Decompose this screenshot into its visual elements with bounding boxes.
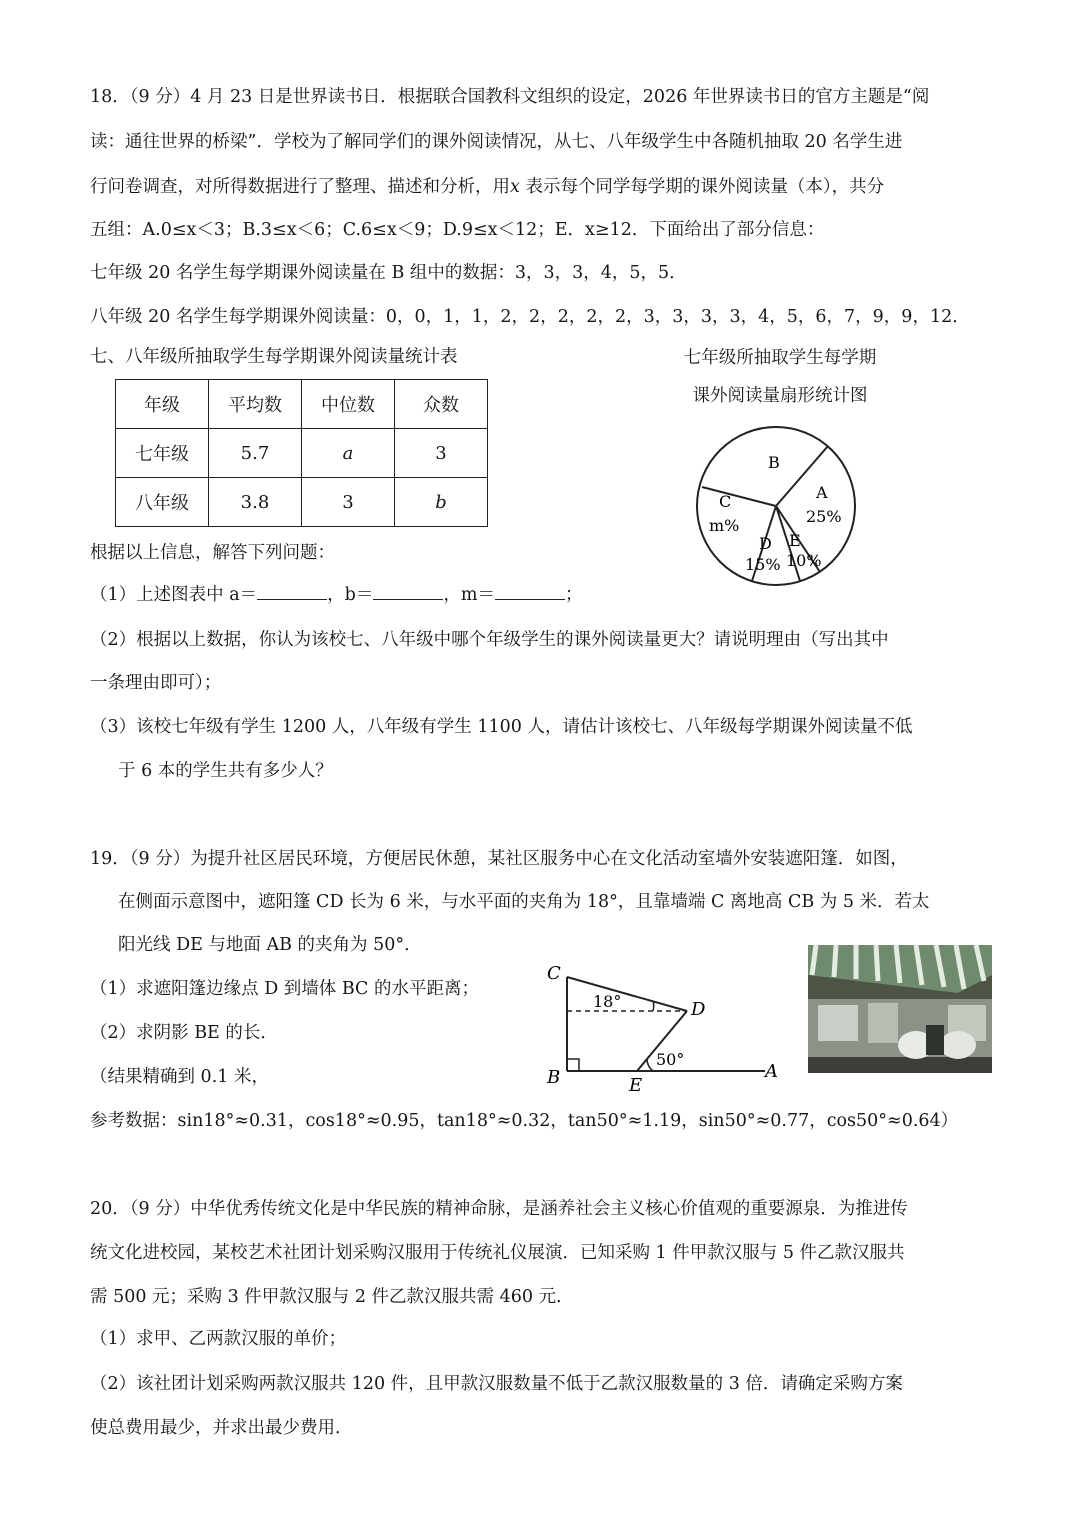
table-header-row: [116, 380, 488, 429]
q19-part-2: （2）求阴影 BE 的长．: [90, 1023, 278, 1043]
q20-line-3: 需 500 元；采购 3 件甲款汉服与 2 件乙款汉服共需 460 元．: [90, 1287, 574, 1307]
q19-line-2: 在侧面示意图中，遮阳篷 CD 长为 6 米，与水平面的夹角为 18°，且靠墙端 C 离地高 CB 为 5 米．若太: [118, 892, 930, 912]
q18-line-2: 读：通往世界的桥梁”．学校为了解同学们的课外阅读情况，从七、八年级学生中各随机抽取 20 名学生进: [90, 132, 903, 152]
awning-photo: [808, 945, 992, 1073]
table-cell: 3.8: [209, 478, 302, 527]
table-cell: 七年级: [116, 429, 209, 478]
statistics-table: [115, 379, 488, 527]
blank-b: [373, 581, 443, 600]
part1-a-label: （1）上述图表中 a＝: [90, 585, 258, 605]
q20-part-1: （1）求甲、乙两款汉服的单价；: [90, 1329, 347, 1349]
table-header: 中位数: [302, 380, 395, 429]
table-header: 众数: [395, 380, 488, 429]
table-title: 七、八年级所抽取学生每学期课外阅读量统计表: [90, 347, 458, 367]
blank-a: [257, 581, 327, 600]
q19-line-3: 阳光线 DE 与地面 AB 的夹角为 50°．: [118, 935, 422, 955]
q18-line-3: [90, 172, 884, 202]
table-cell: 3: [395, 429, 488, 478]
q20-part-2-line-1: （2）该社团计划采购两款汉服共 120 件，且甲款汉服数量不低于乙款汉服数量的 3 倍．请确定采购方案: [90, 1374, 903, 1394]
pie-label-e: E: [789, 531, 801, 550]
q18-line-6: 八年级 20 名学生每学期课外阅读量：0，0，1，1，2，2，2，2，2，3，3，3，3，4，5，6，7，9，9，12．: [90, 307, 970, 327]
pie-title-line-1: 七年级所抽取学生每学期: [683, 348, 877, 368]
q18-part-2-line-2: 一条理由即可）；: [90, 673, 222, 693]
point-e-label: E: [629, 1075, 643, 1095]
pie-pct-c: m%: [709, 516, 740, 535]
table-header: 平均数: [209, 380, 302, 429]
table-cell: 八年级: [116, 478, 209, 527]
point-b-label: B: [547, 1067, 561, 1088]
pie-label-c: C: [719, 492, 732, 511]
q18-line-3b: 表示每个同学每学期的课外阅读量（本），共分: [519, 177, 885, 197]
point-a-label: A: [765, 1061, 778, 1082]
part1-end: ；: [564, 585, 583, 605]
blank-m: [495, 581, 565, 600]
q19-part-1: （1）求遮阳篷边缘点 D 到墙体 BC 的水平距离；: [90, 979, 479, 999]
pie-pct-d: 15%: [745, 555, 781, 574]
point-c-label: C: [547, 963, 561, 984]
pie-title-line-2: 课外阅读量扇形统计图: [692, 386, 868, 406]
q18-line-3a: 行问卷调查，对所得数据进行了整理、描述和分析，用: [90, 177, 510, 197]
pie-label-d: D: [759, 534, 772, 553]
q18-part-3-line-2: 于 6 本的学生共有多少人？: [118, 761, 333, 781]
table-cell: a: [302, 429, 395, 478]
q18-line-5: 七年级 20 名学生每学期课外阅读量在 B 组中的数据：3，3，3，4，5，5．: [90, 263, 687, 283]
q20-line-1: 20．（9 分）中华优秀传统文化是中华民族的精神命脉，是涵养社会主义核心价值观的重要源泉．为推进传: [90, 1199, 908, 1219]
pie-chart: [690, 420, 862, 592]
table-cell: 3: [302, 478, 395, 527]
pie-label-a: A: [816, 483, 828, 502]
q18-var-x: x: [510, 177, 520, 197]
q20-line-2: 统文化进校园，某校艺术社团计划采购汉服用于传统礼仪展演．已知采购 1 件甲款汉服与 5 件乙款汉服共: [90, 1243, 905, 1263]
pie-pct-e: 10%: [786, 551, 822, 570]
q18-part-3-line-1: （3）该校七年级有学生 1200 人，八年级有学生 1100 人，请估计该校七、八年级每学期课外阅读量不低: [90, 717, 913, 737]
angle-50-label: 50°: [656, 1050, 685, 1069]
table-cell: 5.7: [209, 429, 302, 478]
q18-line-1: 18．（9 分）4 月 23 日是世界读书日．根据联合国教科文组织的设定，2026 年世界读书日的官方主题是“阅: [90, 87, 930, 107]
q20-part-2-line-2: 使总费用最少，并求出最少费用．: [90, 1418, 353, 1438]
part1-c-label: ，m＝: [443, 585, 495, 605]
q19-reference-data: 参考数据：sin18°≈0.31，cos18°≈0.95，tan18°≈0.32，tan50°≈1.19，sin50°≈0.77，cos50°≈0.64）: [90, 1111, 959, 1131]
q19-line-1: 19．（9 分）为提升社区居民环境，方便居民休憩，某社区服务中心在文化活动室墙外安装遮阳篷．如图，: [90, 849, 908, 869]
q18-part-2-line-1: （2）根据以上数据，你认为该校七、八年级中哪个年级学生的课外阅读量更大？请说明理由（写出其中: [90, 630, 889, 650]
answer-intro: 根据以上信息，解答下列问题：: [90, 543, 335, 563]
pie-pct-a: 25%: [806, 507, 842, 526]
pie-label-b: B: [768, 453, 780, 472]
table-row: [116, 478, 488, 527]
table-row: [116, 429, 488, 478]
q18-part-1: [90, 580, 582, 610]
table-header: 年级: [116, 380, 209, 429]
q18-line-4: 五组：A.0≤x＜3；B.3≤x＜6；C.6≤x＜9；D.9≤x＜12；E．x≥12．下面给出了部分信息：: [90, 220, 825, 240]
part1-b-label: ，b＝: [327, 585, 374, 605]
point-d-label: D: [691, 999, 706, 1020]
angle-18-label: 18°: [593, 992, 622, 1011]
table-cell: b: [395, 478, 488, 527]
awning-diagram: [535, 955, 795, 1095]
q19-part-3: （结果精确到 0.1 米，: [90, 1067, 269, 1087]
